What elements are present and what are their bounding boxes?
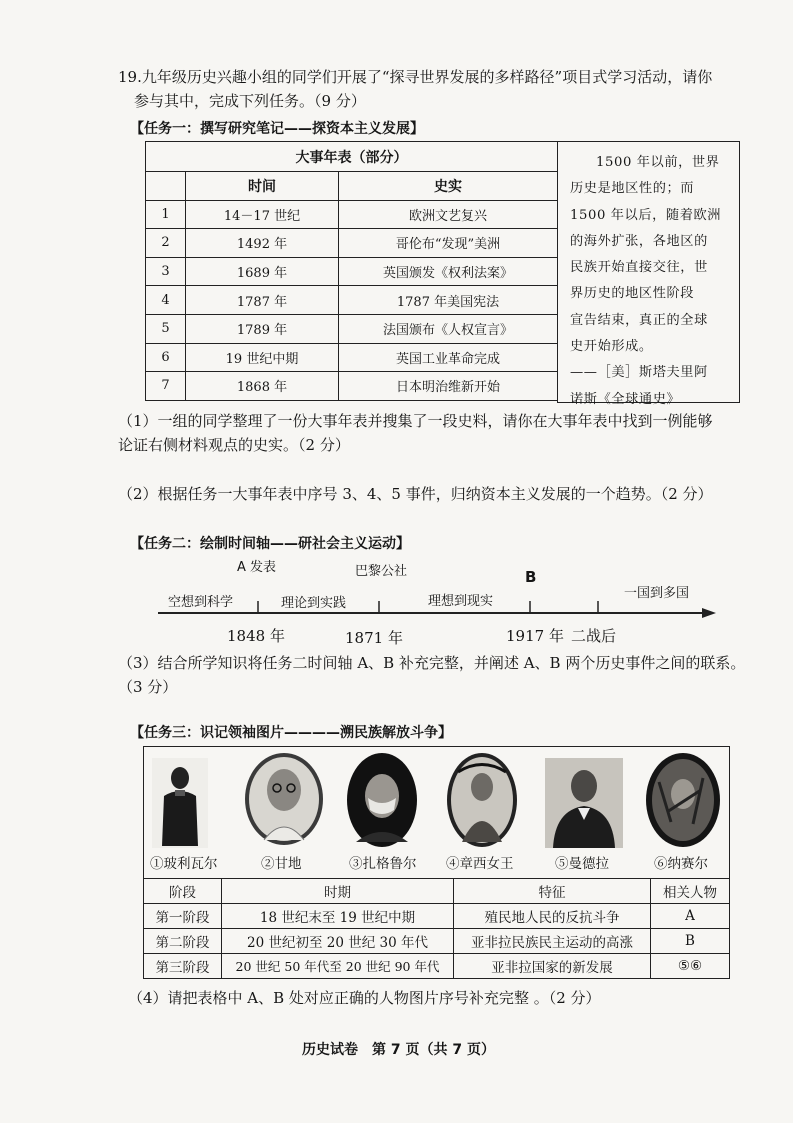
person-cell: ⑤⑥ [651, 954, 730, 979]
period-cell: 20 世纪 50 年代至 20 世纪 90 年代 [222, 954, 454, 979]
row-no: 2 [146, 229, 186, 258]
table-row [144, 904, 730, 929]
quote-line: 民族开始直接交往，世 [570, 260, 708, 276]
row-fact: 1787 年美国宪法 [339, 286, 558, 315]
portrait-label-gandhi: ②甘地 [261, 856, 302, 872]
q1-line1: （1）一组的同学整理了一份大事年表并搜集了一段史料，请你在大事年表中找到一例能够 [118, 412, 713, 430]
timeline-year: 二战后 [571, 627, 617, 645]
feature-cell: 亚非拉国家的新发展 [454, 954, 651, 979]
events-table-caption: 大事年表（部分） [146, 142, 558, 172]
task1-title: 【任务一：撰写研究笔记——探资本主义发展】 [130, 121, 424, 137]
row-time: 1492 年 [186, 229, 339, 258]
table-row [144, 954, 730, 979]
q3-line2: （3 分） [118, 678, 178, 696]
portrait-gandhi [244, 752, 324, 846]
timeline-year: 1917 年 [506, 627, 564, 645]
row-no: 5 [146, 314, 186, 343]
feature-cell: 亚非拉民族民主运动的高涨 [454, 929, 651, 954]
q1-line2: 论证右侧材料观点的史实。（2 分） [118, 436, 350, 454]
row-no: 4 [146, 286, 186, 315]
timeline-year: 1848 年 [227, 627, 285, 645]
row-no: 3 [146, 257, 186, 286]
table-row [146, 229, 558, 258]
events-table-fact-header: 史实 [339, 172, 558, 201]
quote-line: 1500 年以后，随着欧洲 [570, 207, 722, 223]
task2-title: 【任务二：绘制时间轴——研社会主义运动】 [130, 536, 410, 552]
timeline-label-b: B [525, 568, 537, 586]
period-header: 时期 [222, 879, 454, 904]
row-fact: 英国颁发《权利法案》 [339, 257, 558, 286]
period-cell: 20 世纪初至 20 世纪 30 年代 [222, 929, 454, 954]
portrait-zaghlul [346, 752, 418, 848]
stage-cell: 第二阶段 [144, 929, 222, 954]
table-row [144, 929, 730, 954]
quote-line: 的海外扩张，各地区的 [570, 233, 708, 249]
portrait-label-zaghlul: ③扎格鲁尔 [349, 856, 417, 872]
q2-text: （2）根据任务一大事年表中序号 3、4、5 事件，归纳资本主义发展的一个趋势。（2 分） [118, 485, 713, 503]
portrait-mandela [545, 758, 623, 848]
quote-line: 1500 年以前，世界 [596, 155, 720, 170]
row-time: 19 世纪中期 [186, 343, 339, 372]
row-no: 6 [146, 343, 186, 372]
events-table-no-header [146, 172, 186, 201]
portrait-bolivar [152, 758, 208, 848]
row-fact: 英国工业革命完成 [339, 343, 558, 372]
row-time: 14－17 世纪 [186, 200, 339, 229]
q4-text: （4）请把表格中 A、B 处对应正确的人物图片序号补充完整 。（2 分） [128, 989, 601, 1007]
stage-cell: 第一阶段 [144, 904, 222, 929]
person-cell: A [651, 904, 730, 929]
row-time: 1787 年 [186, 286, 339, 315]
stage-table [143, 878, 730, 979]
q3-line1: （3）结合所学知识将任务二时间轴 A、B 补充完整，并阐述 A、B 两个历史事件之间的联系。 [118, 654, 746, 672]
table-row [146, 314, 558, 343]
row-no: 7 [146, 372, 186, 401]
row-time: 1789 年 [186, 314, 339, 343]
person-header: 相关人物 [651, 879, 730, 904]
row-fact: 哥伦布“发现”美洲 [339, 229, 558, 258]
question-stem-line2: 参与其中，完成下列任务。（9 分） [134, 92, 366, 110]
portrait-label-mandela: ⑤曼德拉 [555, 856, 609, 872]
row-time: 1689 年 [186, 257, 339, 286]
table-row [146, 372, 558, 401]
timeline-segment: 理论到实践 [281, 596, 347, 611]
portrait-rani-of-jhansi [446, 752, 518, 848]
feature-cell: 殖民地人民的反抗斗争 [454, 904, 651, 929]
period-cell: 18 世纪末至 19 世纪中期 [222, 904, 454, 929]
timeline-year: 1871 年 [345, 629, 403, 647]
quote-line: 诺斯《全球通史》 [570, 391, 681, 407]
table-row [146, 286, 558, 315]
stage-header: 阶段 [144, 879, 222, 904]
person-cell: B [651, 929, 730, 954]
quote-line: 历史是地区性的；而 [570, 181, 695, 197]
row-fact: 日本明治维新开始 [339, 372, 558, 401]
timeline-segment: 一国到多国 [624, 586, 690, 601]
events-table-time-header: 时间 [186, 172, 339, 201]
quote-line: 宣告结束，真正的全球 [570, 312, 708, 328]
timeline-label-a: A 发表 [237, 560, 277, 575]
page-footer: 历史试卷 第 7 页（共 7 页） [302, 1042, 495, 1058]
row-fact: 欧洲文艺复兴 [339, 200, 558, 229]
table-row [146, 257, 558, 286]
portrait-label-bolivar: ①玻利瓦尔 [150, 856, 218, 872]
table-row [146, 200, 558, 229]
source-quote-box [557, 141, 740, 407]
stage-cell: 第三阶段 [144, 954, 222, 979]
task3-title: 【任务三：识记领袖图片————溯民族解放斗争】 [130, 725, 452, 741]
portrait-label-nasser: ⑥纳赛尔 [654, 856, 708, 872]
timeline-segment: 空想到科学 [168, 595, 234, 610]
row-time: 1868 年 [186, 372, 339, 401]
table-row [146, 343, 558, 372]
quote-line: 界历史的地区性阶段 [570, 286, 695, 302]
portrait-label-rani: ④章西女王 [446, 856, 514, 872]
events-table [145, 141, 558, 401]
row-no: 1 [146, 200, 186, 229]
feature-header: 特征 [454, 879, 651, 904]
portrait-nasser [645, 752, 721, 848]
timeline-segment: 理想到现实 [428, 594, 494, 609]
quote-line: ——［美］斯塔夫里阿 [570, 365, 708, 381]
question-stem-line1: 19.九年级历史兴趣小组的同学们开展了“探寻世界发展的多样路径”项目式学习活动，请你 [118, 68, 713, 86]
portrait-panel [143, 746, 730, 879]
timeline-label-paris-commune: 巴黎公社 [355, 564, 408, 579]
row-fact: 法国颁布《人权宣言》 [339, 314, 558, 343]
quote-line: 史开始形成。 [570, 339, 653, 355]
